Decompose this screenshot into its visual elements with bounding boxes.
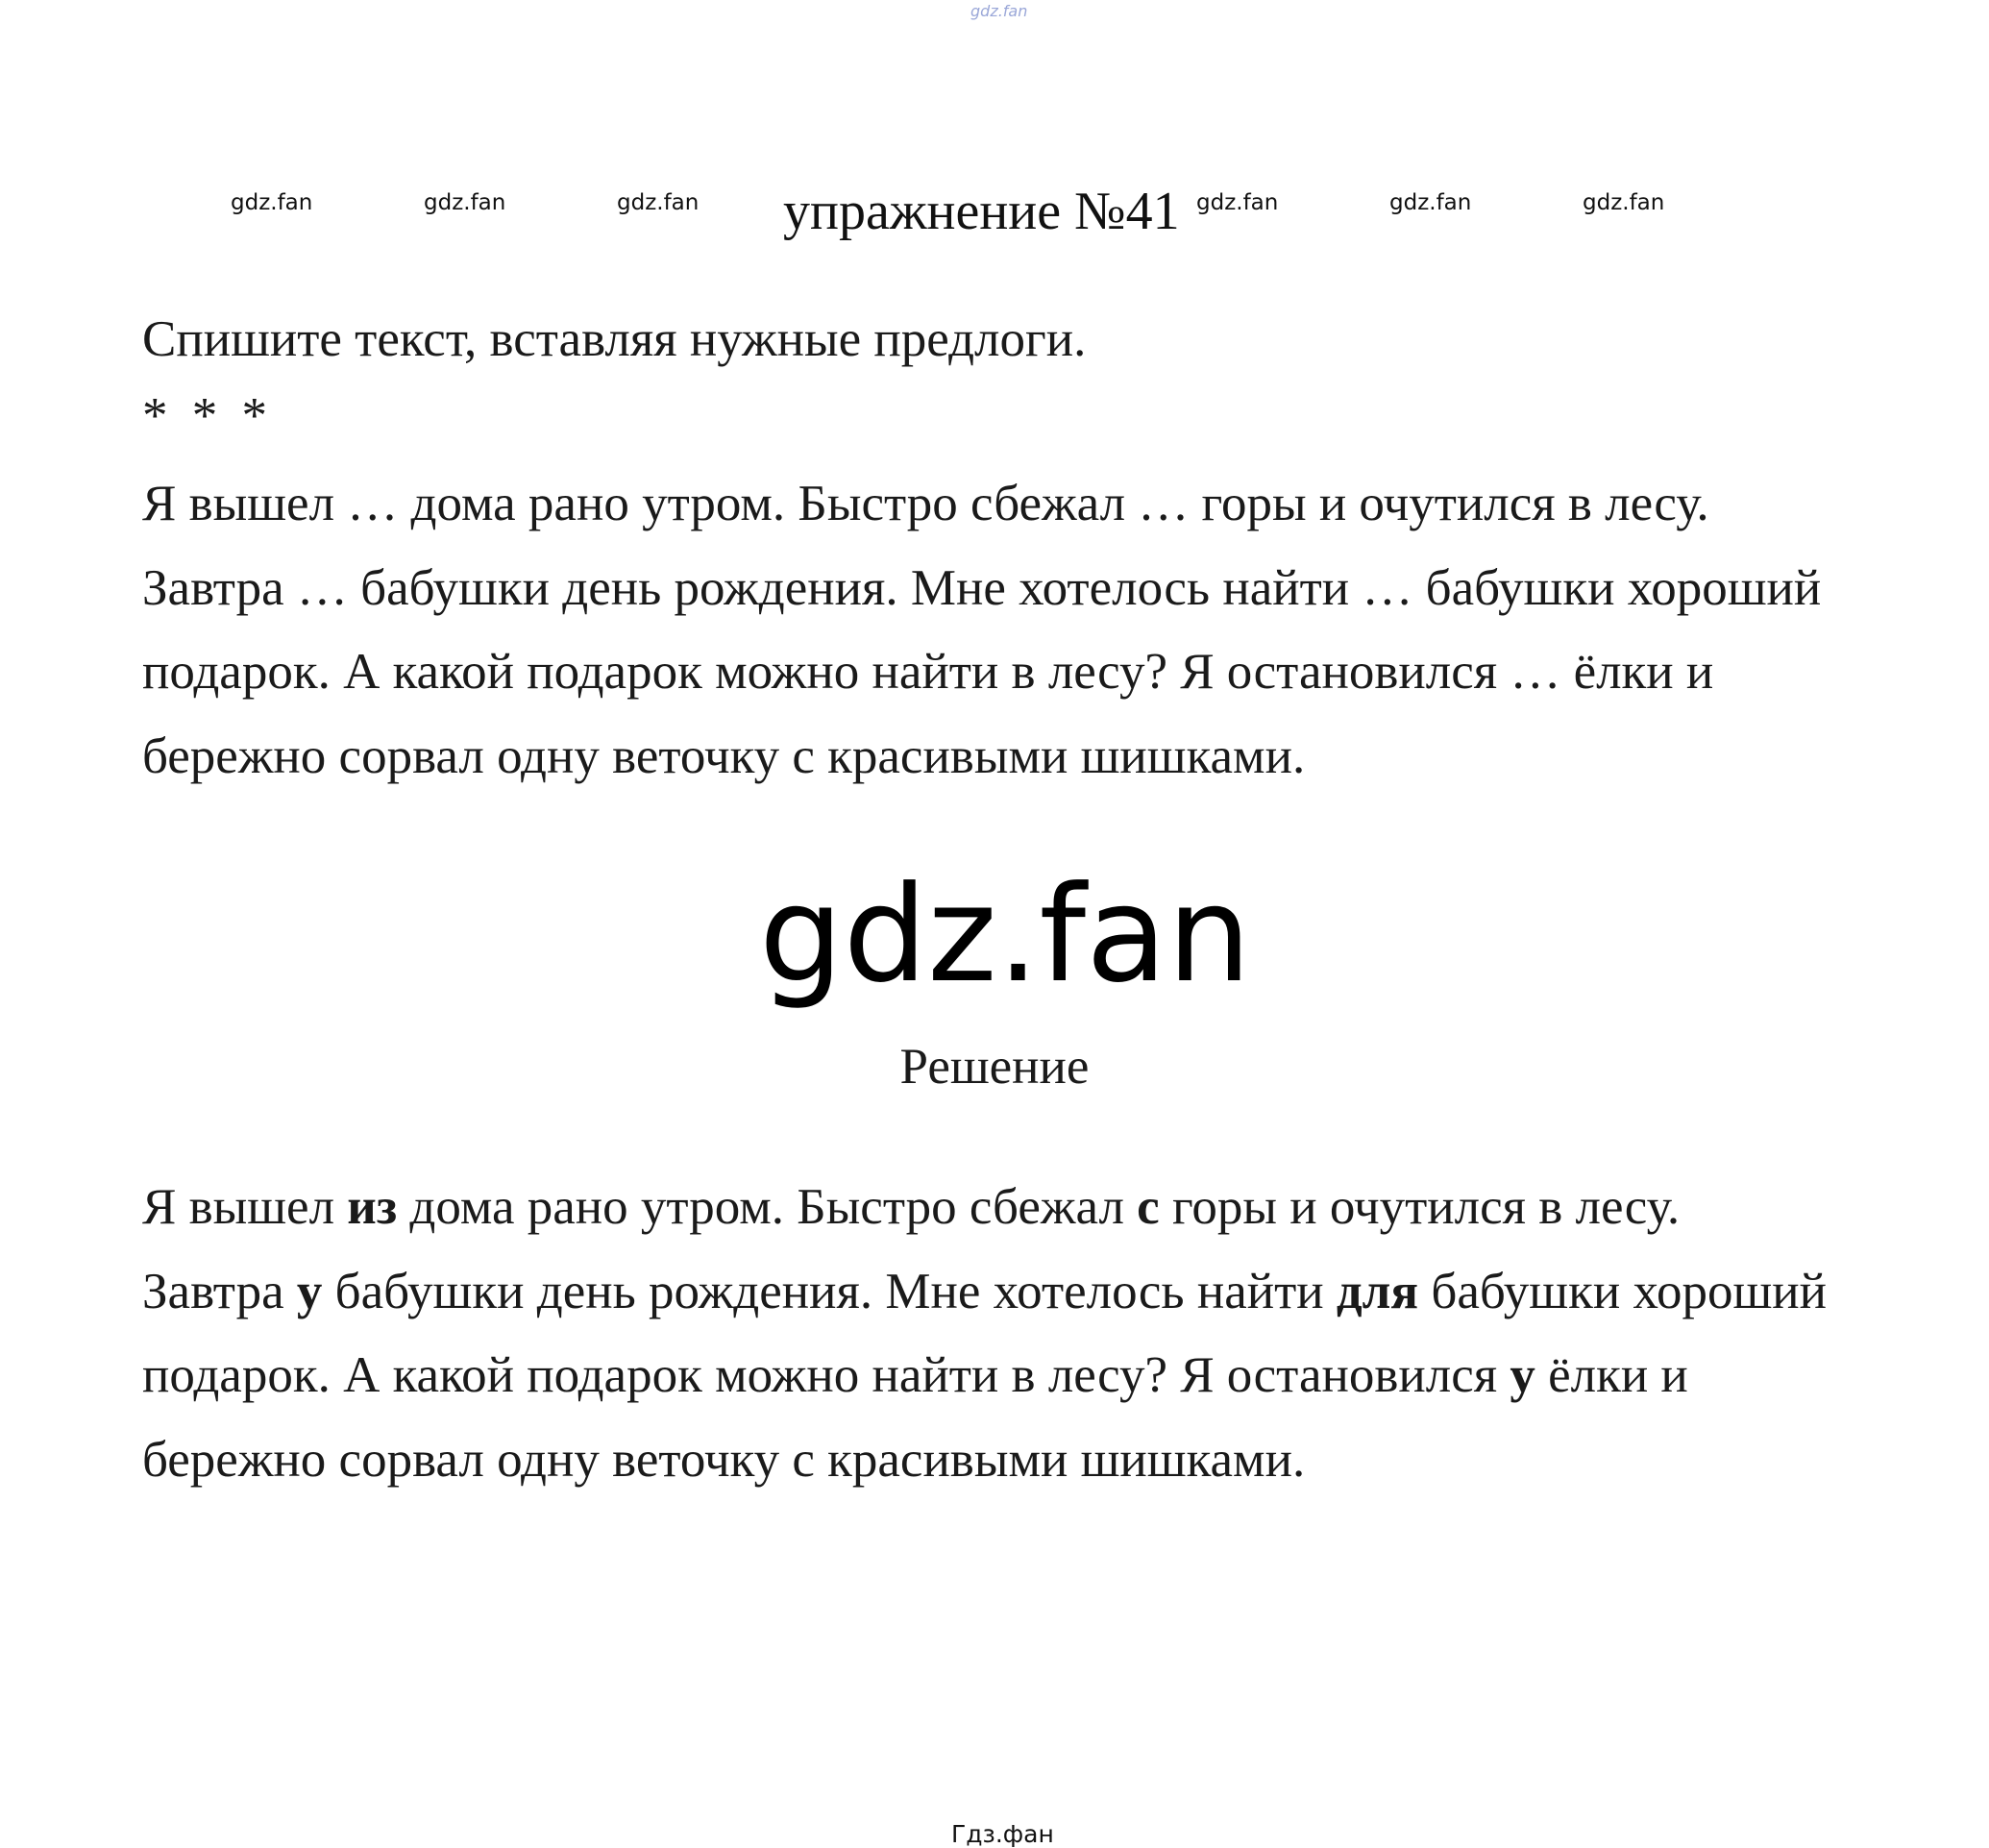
answer-preposition: для [1336, 1263, 1419, 1319]
big-watermark: gdz.fan [759, 857, 1252, 1012]
solution-paragraph [142, 1166, 1872, 1250]
separator: * * * [142, 388, 273, 444]
answer-preposition: у [296, 1263, 323, 1319]
solution-heading: Решение [899, 1039, 1090, 1095]
top-watermark: gdz.fan [970, 2, 1028, 20]
exercise-paragraph: Завтра … бабушки день рождения. Мне хотелось найти … бабушки хороший подарок. А какой подарок можно найти в лесу? Я остановился … ёлки и бережно сорвал одну веточку с красивыми шишками. [142, 559, 1822, 784]
text-run: дома рано утром. Быстро сбежал [397, 1179, 1138, 1235]
watermark-text: gdz.fan [231, 190, 313, 215]
task-text: Спишите текст, вставляя нужные предлоги. [142, 311, 1087, 367]
watermark-text: gdz.fan [1389, 190, 1472, 215]
exercise-text [142, 462, 1872, 799]
text-run: горы и очутился в лесу. [1159, 1179, 1681, 1235]
text-run: бабушки день рождения. Мне хотелось найти [322, 1263, 1337, 1319]
text-run: бабушки хороший подарок. А какой подарок можно найти в лесу? Я остановился [142, 1263, 1827, 1403]
answer-preposition: из [347, 1179, 398, 1235]
exercise-paragraph: Я вышел … дома рано утром. Быстро сбежал … горы и очутился в лесу. [142, 476, 1709, 531]
watermark-text: gdz.fan [617, 190, 700, 215]
solution-paragraph [142, 1250, 1872, 1503]
page-title: упражнение №41 [783, 182, 1180, 241]
watermark-text: gdz.fan [424, 190, 506, 215]
footer-watermark: Гдз.фан [951, 1820, 1054, 1848]
answer-preposition: у [1510, 1347, 1535, 1403]
text-run: Я вышел [142, 1179, 348, 1235]
solution-text [142, 1166, 1872, 1502]
text-run: Завтра [142, 1263, 297, 1319]
watermark-text: gdz.fan [1196, 190, 1279, 215]
text-run: ёлки и бережно сорвал одну веточку с красивыми шишками. [142, 1347, 1688, 1488]
watermark-text: gdz.fan [1583, 190, 1665, 215]
answer-preposition: с [1137, 1179, 1160, 1235]
